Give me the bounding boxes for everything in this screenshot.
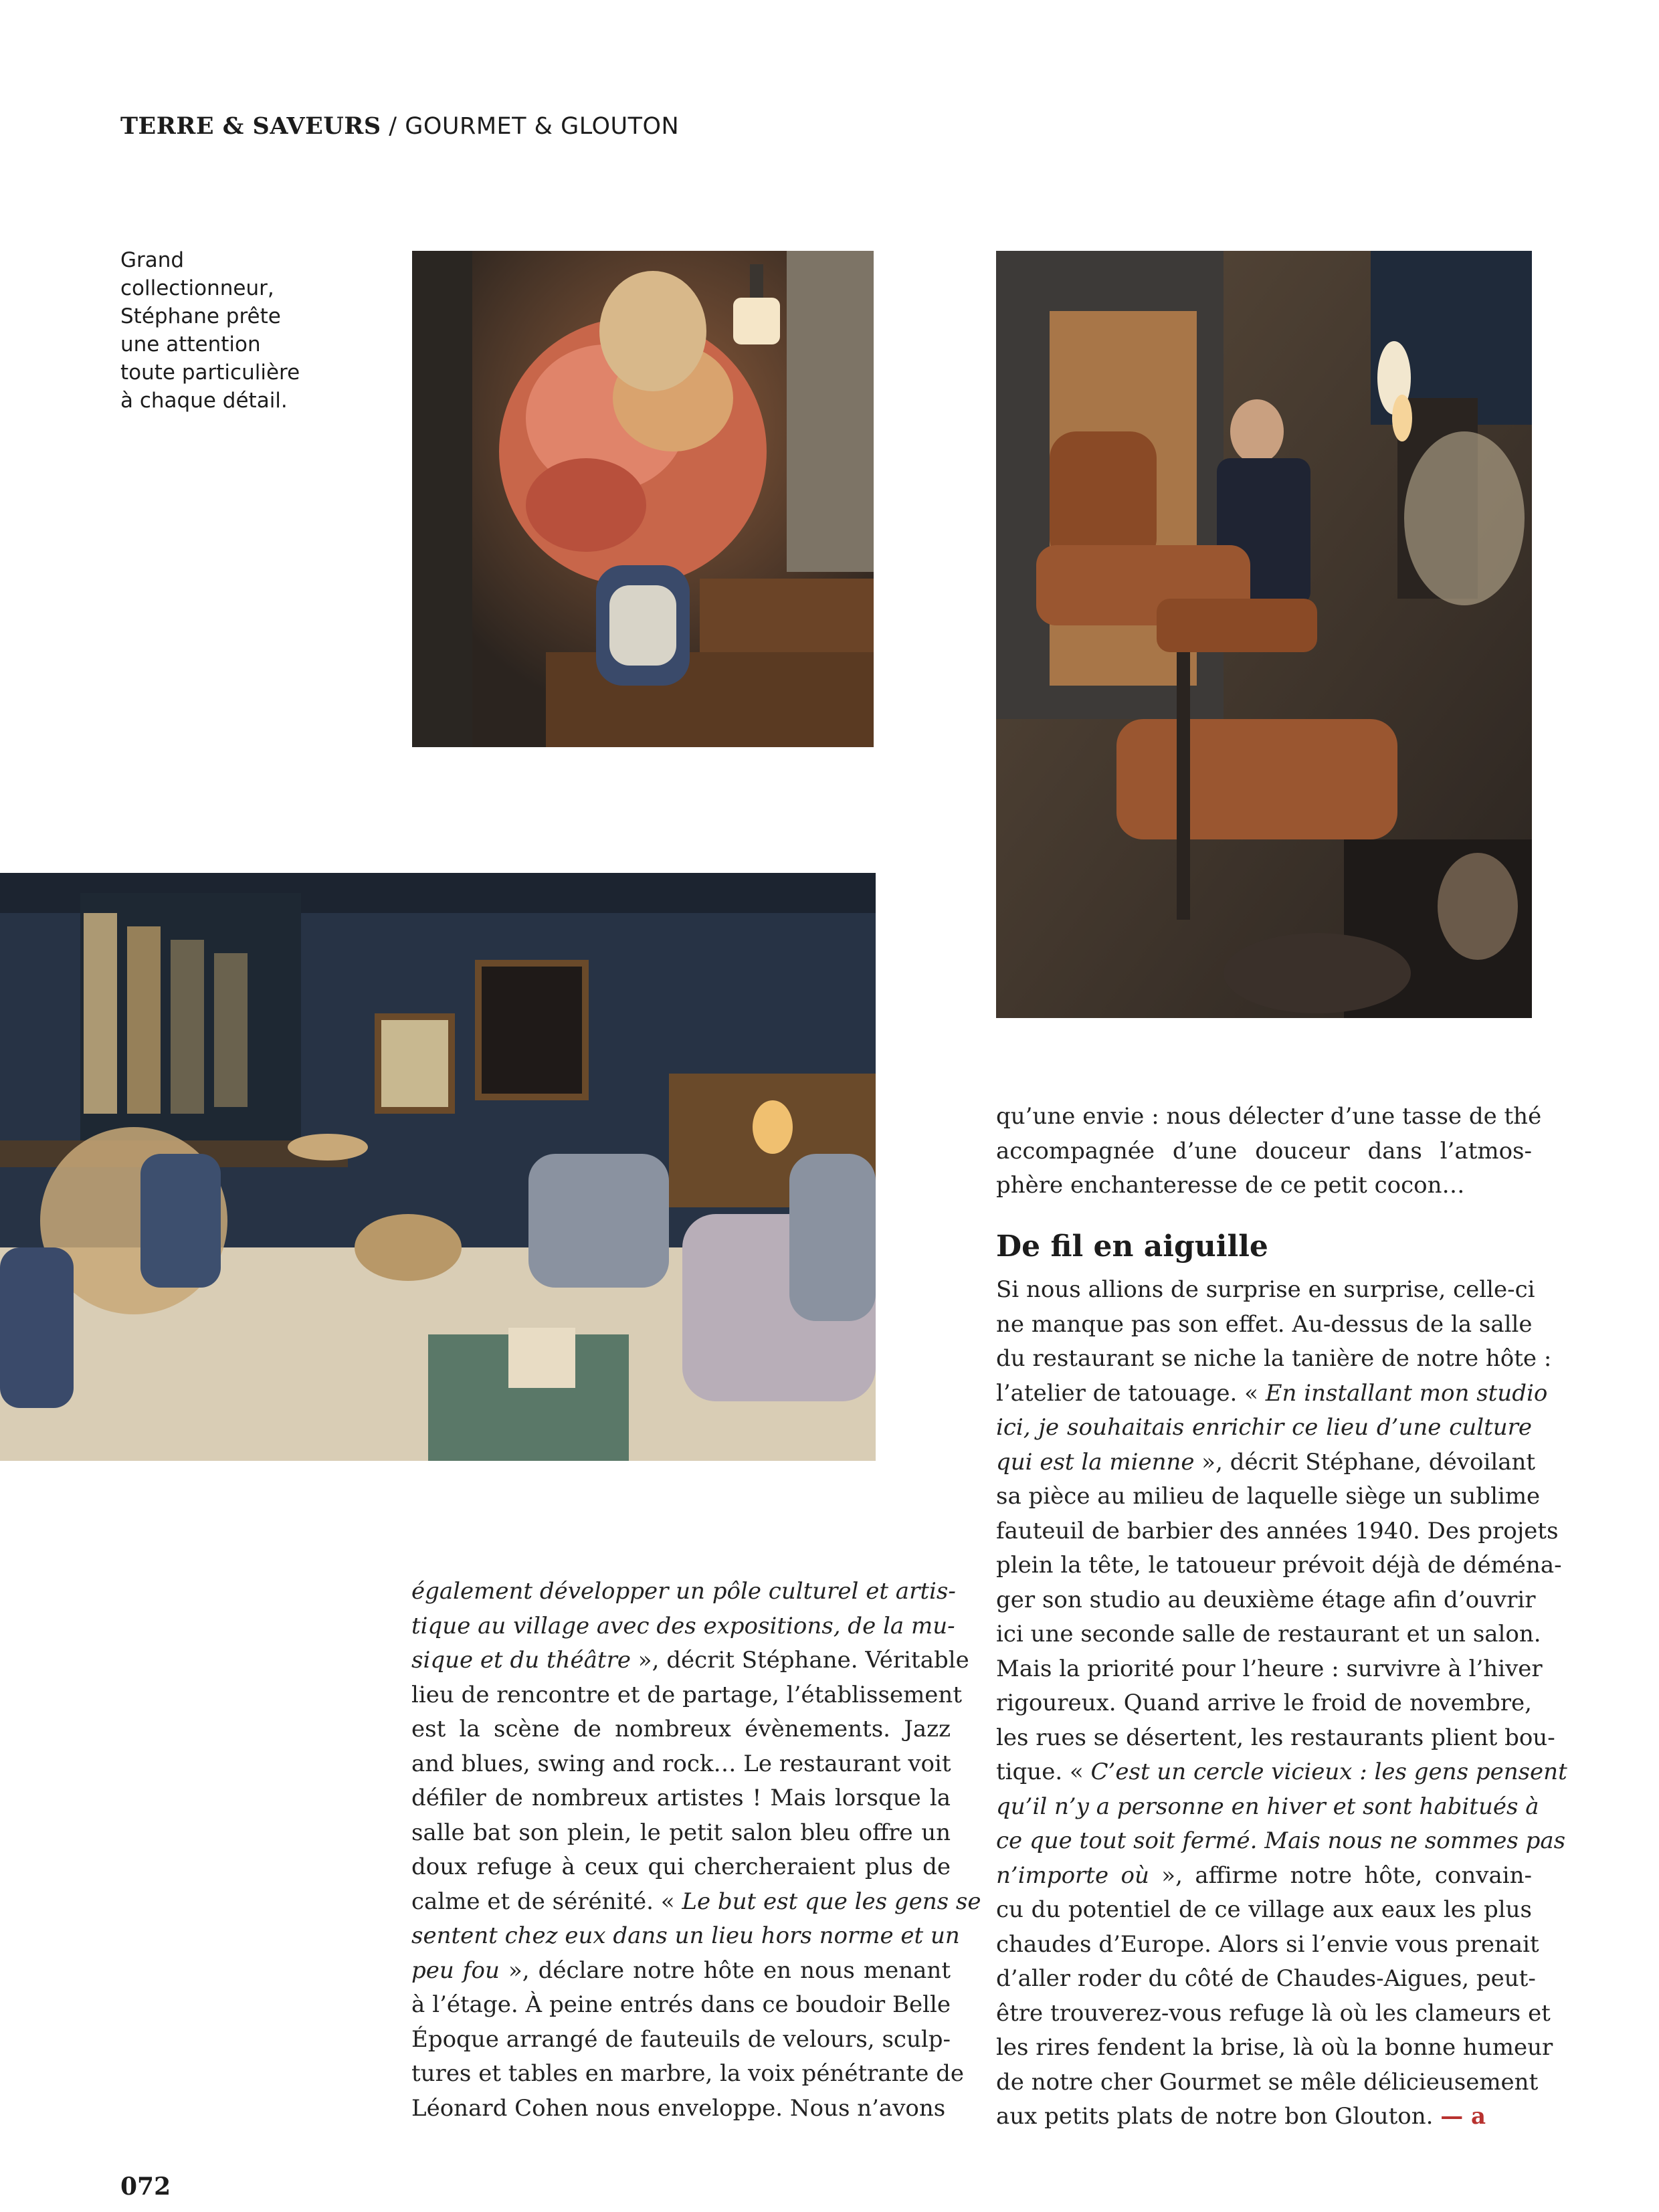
body-text-line: lieu de rencontre et de partage, l’établissement: [411, 1681, 962, 1708]
body-text-line: l’atelier de tatouage. « En installant mon studio: [996, 1379, 1548, 1407]
caption-line: une attention: [120, 332, 261, 357]
body-text-line: défiler de nombreux artistes ! Mais lorsque la: [411, 1785, 951, 1811]
body-text-line: ger son studio au deuxième étage afin d’ouvrir: [996, 1586, 1536, 1613]
caption-line: Grand: [120, 248, 185, 272]
caption-line: à chaque détail.: [120, 389, 288, 413]
body-text-line: Époque arrangé de fauteuils de velours, sculp-: [411, 2025, 951, 2053]
header-separator: /: [389, 113, 397, 140]
body-text-line: du restaurant se niche la tanière de notre hôte :: [996, 1345, 1552, 1372]
body-text-line: être trouverez-vous refuge là où les clameurs et: [996, 1999, 1551, 2027]
body-text-line: à l’étage. À peine entrés dans ce boudoir Belle: [411, 1991, 951, 2018]
body-text-line: Si nous allions de surprise en surprise, celle-ci: [996, 1276, 1535, 1303]
body-text-line: qui est la mienne », décrit Stéphane, dévoilant: [996, 1448, 1536, 1476]
body-text-line: n’importe où », affirme notre hôte, convain-: [996, 1862, 1532, 1889]
photo-flower-bouquet: [412, 251, 874, 747]
caption-line: Stéphane prête: [120, 304, 281, 328]
body-text-line: sa pièce au milieu de laquelle siège un sublime: [996, 1483, 1541, 1510]
article-column-right-top: [996, 1100, 1542, 1203]
body-text-line: qu’il n’y a personne en hiver et sont habitués à: [996, 1793, 1539, 1820]
body-text-line: aux petits plats de notre bon Glouton. — a: [996, 2103, 1486, 2130]
end-mark: — a: [1440, 2103, 1486, 2130]
body-text-line: ne manque pas son effet. Au-dessus de la salle: [996, 1310, 1533, 1338]
body-text-line: sique et du théâtre », décrit Stéphane. Véritable: [411, 1647, 969, 1674]
body-text-line: qu’une envie : nous délecter d’une tasse de thé: [996, 1103, 1542, 1130]
body-text-line: cu du potentiel de ce village aux eaux les plus: [996, 1896, 1532, 1923]
body-text-line: ici une seconde salle de restaurant et un salon.: [996, 1621, 1541, 1647]
body-text-line: également développer un pôle culturel et artis-: [411, 1578, 956, 1605]
body-text-line: phère enchanteresse de ce petit cocon…: [996, 1172, 1465, 1199]
article-column-right: [996, 1273, 1567, 2134]
body-text-line: salle bat son plein, le petit salon bleu offre un: [411, 1819, 951, 1846]
subheading: De fil en aiguille: [996, 1229, 1268, 1264]
photo-caption: [120, 246, 321, 415]
body-text-line: sentent chez eux dans un lieu hors norme et un: [411, 1922, 960, 1949]
photo-blue-salon: [0, 873, 876, 1461]
caption-line: collectionneur,: [120, 276, 274, 300]
body-text-line: les rues se désertent, les restaurants plient bou-: [996, 1724, 1555, 1751]
page-number: 072: [120, 2173, 171, 2201]
body-text-line: plein la tête, le tatoueur prévoit déjà de déména-: [996, 1552, 1562, 1579]
body-text-line: and blues, swing and rock… Le restaurant voit: [411, 1750, 951, 1777]
body-text-line: fauteuil de barbier des années 1940. Des projets: [996, 1517, 1559, 1544]
body-text-line: tique. « C’est un cercle vicieux : les gens pensent: [996, 1758, 1567, 1785]
body-text-line: tique au village avec des expositions, de la mu-: [411, 1612, 955, 1639]
section-title: GOURMET & GLOUTON: [405, 113, 680, 140]
photo-barber-chair: [996, 251, 1532, 1018]
body-text-line: de notre cher Gourmet se mêle délicieusement: [996, 2068, 1539, 2096]
body-text-line: d’aller roder du côté de Chaudes-Aigues, peut-: [996, 1965, 1536, 1992]
body-text-line: ce que tout soit fermé. Mais nous ne sommes pas: [996, 1827, 1566, 1854]
body-text-line: les rires fendent la brise, là où la bonne humeur: [996, 2034, 1553, 2061]
body-text-line: tures et tables en marbre, la voix pénétrante de: [411, 2060, 965, 2087]
rubric-title: TERRE & SAVEURS: [120, 112, 381, 140]
running-header: [120, 112, 679, 140]
body-text-line: Mais la priorité pour l’heure : survivre à l’hiver: [996, 1655, 1543, 1682]
body-text-line: chaudes d’Europe. Alors si l’envie vous prenait: [996, 1930, 1539, 1958]
body-text-line: rigoureux. Quand arrive le froid de novembre,: [996, 1690, 1532, 1716]
body-text-line: Léonard Cohen nous enveloppe. Nous n’avons: [411, 2094, 946, 2122]
body-text-line: calme et de sérénité. « Le but est que les gens se: [411, 1888, 981, 1915]
body-text-line: doux refuge à ceux qui chercheraient plus de: [411, 1853, 951, 1880]
body-text-line: est la scène de nombreux évènements. Jazz: [411, 1716, 951, 1742]
article-column-left: [411, 1575, 981, 2126]
caption-line: toute particulière: [120, 361, 300, 385]
body-text-line: peu fou », déclare notre hôte en nous menant: [411, 1956, 951, 1984]
body-text-line: ici, je souhaitais enrichir ce lieu d’une culture: [996, 1414, 1532, 1441]
body-text-line: accompagnée d’une douceur dans l’atmos-: [996, 1137, 1532, 1165]
